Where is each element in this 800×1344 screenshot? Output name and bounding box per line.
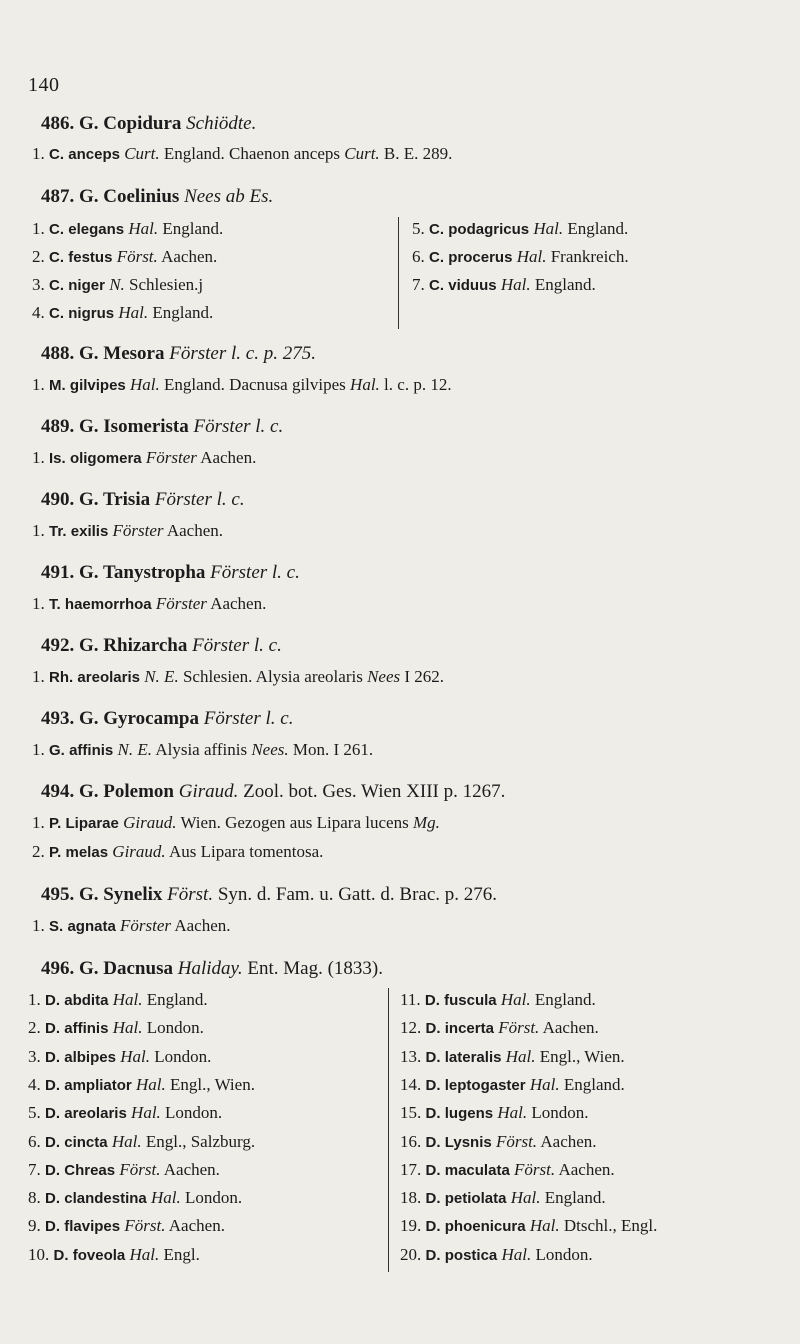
species-index: 17. bbox=[400, 1159, 422, 1179]
species-name: petiolata bbox=[444, 1190, 507, 1208]
page-number: 140 bbox=[28, 74, 60, 96]
genus-abbr: Rh. bbox=[49, 669, 74, 686]
genus-abbr: D. bbox=[425, 1020, 441, 1038]
genus-heading bbox=[41, 113, 256, 135]
genus-abbr: C. bbox=[49, 277, 64, 294]
species-locality: Engl., Wien. bbox=[539, 1046, 625, 1066]
species-locality: Aachen. bbox=[163, 1159, 220, 1179]
species-author: Hal. bbox=[500, 990, 531, 1009]
species-index: 1. bbox=[28, 990, 41, 1009]
genus-number: 493. G. bbox=[41, 708, 99, 729]
genus-abbr: C. bbox=[429, 277, 444, 294]
genus-number: 496. G. bbox=[41, 958, 99, 979]
species-index: 2. bbox=[32, 247, 45, 266]
genus-abbr: C. bbox=[49, 221, 64, 238]
species-entry bbox=[32, 219, 223, 239]
species-author: Hal. bbox=[516, 247, 547, 266]
species-index: 5. bbox=[28, 1103, 41, 1123]
genus-name: Trisia bbox=[102, 489, 151, 510]
species-author: Hal. bbox=[128, 219, 159, 238]
species-locality: Dtschl., Engl. bbox=[563, 1216, 658, 1236]
species-locality: Aachen. bbox=[168, 1216, 225, 1236]
genus-reference: Zool. bot. Ges. Wien XIII p. 1267. bbox=[243, 781, 506, 802]
species-index: 4. bbox=[28, 1074, 41, 1094]
species-name: haemorrhoa bbox=[64, 596, 152, 613]
species-index: 16. bbox=[400, 1131, 422, 1151]
genus-author: Förster bbox=[210, 562, 268, 583]
genus-abbr: D. bbox=[425, 1048, 441, 1066]
species-locality: Schlesien. Alysia areolaris bbox=[182, 667, 363, 686]
genus-number: 494. G. bbox=[41, 781, 99, 802]
species-locality: Aachen. bbox=[174, 916, 231, 935]
species-author: Giraud. bbox=[112, 842, 166, 861]
species-entry bbox=[400, 1075, 625, 1095]
species-locality: England. bbox=[162, 219, 224, 238]
species-index: 1. bbox=[32, 219, 45, 238]
species-locality: England. bbox=[567, 219, 629, 238]
species-entry bbox=[28, 1216, 225, 1236]
species-index: 1. bbox=[32, 144, 45, 163]
species-index: 10. bbox=[28, 1244, 50, 1264]
genus-name: Dacnusa bbox=[103, 958, 173, 979]
species-author: Hal. bbox=[151, 1188, 181, 1208]
species-locality: Aachen. bbox=[200, 448, 257, 467]
genus-heading bbox=[41, 884, 497, 906]
genus-author: Förster bbox=[169, 343, 227, 364]
species-locality: London. bbox=[185, 1188, 243, 1208]
genus-heading bbox=[41, 958, 383, 980]
species-entry bbox=[28, 1047, 211, 1067]
genus-author: Förster bbox=[154, 489, 212, 510]
species-index: 20. bbox=[400, 1244, 422, 1264]
species-author: Först. bbox=[514, 1159, 556, 1179]
reference: l. c. p. 12. bbox=[384, 375, 452, 394]
species-name: phoenicura bbox=[444, 1218, 526, 1236]
genus-abbr: D. bbox=[53, 1246, 69, 1264]
species-name: Chreas bbox=[64, 1161, 116, 1179]
genus-abbr: D. bbox=[425, 1218, 441, 1236]
species-name: exilis bbox=[70, 523, 109, 540]
species-locality: London. bbox=[531, 1103, 589, 1123]
genus-abbr: D. bbox=[45, 1133, 60, 1151]
genus-abbr: D. bbox=[45, 1161, 60, 1179]
species-entry bbox=[400, 1216, 657, 1236]
genus-number: 495. G. bbox=[41, 884, 99, 905]
species-name: areolaris bbox=[77, 669, 140, 686]
species-name: areolaris bbox=[64, 1105, 127, 1123]
genus-heading bbox=[41, 489, 245, 511]
genus-reference: Ent. Mag. (1833). bbox=[247, 958, 384, 979]
synonym-author: Curt. bbox=[344, 144, 380, 163]
species-entry bbox=[32, 521, 223, 541]
genus-abbr: D. bbox=[425, 1133, 441, 1151]
species-locality: London. bbox=[165, 1103, 223, 1123]
species-name: clandestina bbox=[64, 1190, 147, 1208]
species-name: abdita bbox=[64, 992, 109, 1009]
species-author: Hal. bbox=[120, 1046, 150, 1066]
species-entry bbox=[32, 594, 266, 614]
genus-reference: l. c. bbox=[271, 562, 300, 583]
species-author: Hal. bbox=[497, 1103, 528, 1123]
species-entry bbox=[28, 990, 208, 1010]
species-index: 2. bbox=[28, 1018, 41, 1038]
species-author: Först. bbox=[495, 1131, 538, 1151]
species-name: Lysnis bbox=[444, 1133, 492, 1151]
species-entry bbox=[32, 303, 213, 323]
species-name: niger bbox=[68, 277, 105, 294]
genus-abbr: T. bbox=[49, 596, 61, 613]
genus-abbr: C. bbox=[429, 249, 444, 266]
species-index: 13. bbox=[400, 1046, 422, 1066]
species-locality: London. bbox=[154, 1046, 212, 1066]
species-entry bbox=[400, 1160, 615, 1180]
genus-abbr: G. bbox=[49, 742, 65, 759]
species-author: N. E. bbox=[117, 740, 153, 759]
species-locality: England. bbox=[544, 1188, 606, 1208]
species-entry bbox=[400, 990, 596, 1010]
species-author: Först. bbox=[119, 1159, 161, 1179]
species-name: leptogaster bbox=[444, 1076, 526, 1094]
genus-heading bbox=[41, 343, 316, 365]
species-name: anceps bbox=[68, 146, 120, 163]
species-index: 5. bbox=[412, 219, 425, 238]
species-locality: Aachen. bbox=[210, 594, 267, 613]
genus-author: Förster bbox=[193, 416, 251, 437]
species-name: affinis bbox=[64, 1020, 109, 1038]
column-divider bbox=[388, 988, 389, 1272]
genus-name: Mesora bbox=[103, 343, 165, 364]
genus-author: Haliday. bbox=[177, 958, 243, 979]
species-locality: England. bbox=[152, 303, 214, 322]
species-entry bbox=[32, 375, 452, 395]
genus-heading bbox=[41, 416, 283, 438]
species-entry bbox=[28, 1075, 255, 1095]
species-author: Hal. bbox=[533, 219, 564, 238]
species-locality: Schlesien.j bbox=[129, 275, 204, 294]
genus-abbr: C. bbox=[49, 305, 64, 322]
species-entry bbox=[400, 1132, 597, 1152]
genus-abbr: C. bbox=[49, 249, 64, 266]
species-index: 1. bbox=[32, 667, 45, 686]
genus-number: 492. G. bbox=[41, 635, 99, 656]
species-index: 2. bbox=[32, 842, 45, 861]
species-author: Hal. bbox=[136, 1074, 166, 1094]
species-entry bbox=[28, 1188, 242, 1208]
genus-abbr: D. bbox=[425, 1246, 441, 1264]
species-entry bbox=[28, 1018, 204, 1038]
species-index: 12. bbox=[400, 1018, 422, 1038]
species-locality: Aachen. bbox=[161, 247, 218, 266]
genus-reference: l. c. bbox=[253, 635, 282, 656]
genus-abbr: D. bbox=[425, 1105, 441, 1123]
species-index: 3. bbox=[32, 275, 45, 294]
species-index: 1. bbox=[32, 813, 45, 832]
genus-abbr: D. bbox=[45, 1105, 60, 1123]
species-name: podagricus bbox=[448, 221, 530, 238]
species-entry bbox=[28, 1160, 220, 1180]
species-locality: England. Dacnusa gilvipes bbox=[164, 375, 346, 394]
genus-author: Nees ab Es. bbox=[184, 186, 274, 207]
species-locality: Wien. Gezogen aus Lipara lucens bbox=[180, 813, 409, 832]
species-index: 1. bbox=[32, 916, 45, 935]
species-name: maculata bbox=[444, 1161, 510, 1179]
species-locality: Engl., Salzburg. bbox=[145, 1131, 256, 1151]
species-entry bbox=[400, 1188, 606, 1208]
species-name: festus bbox=[68, 249, 113, 266]
species-author: Hal. bbox=[111, 1131, 142, 1151]
species-entry bbox=[400, 1245, 593, 1265]
species-index: 18. bbox=[400, 1188, 422, 1208]
species-author: Hal. bbox=[510, 1188, 541, 1208]
species-name: melas bbox=[65, 844, 109, 861]
species-entry bbox=[28, 1245, 200, 1265]
species-name: fuscula bbox=[444, 992, 497, 1009]
species-author: N. bbox=[109, 275, 125, 294]
species-author: Hal. bbox=[130, 375, 160, 394]
species-author: Förster bbox=[112, 521, 164, 540]
species-author: Hal. bbox=[129, 1244, 160, 1264]
genus-abbr: Tr. bbox=[49, 523, 67, 540]
species-locality: London. bbox=[535, 1244, 593, 1264]
species-entry bbox=[32, 275, 203, 295]
genus-abbr: P. bbox=[49, 844, 62, 861]
species-index: 8. bbox=[28, 1188, 41, 1208]
genus-author: Först. bbox=[167, 884, 214, 905]
synonym-author: Hal. bbox=[350, 375, 380, 394]
species-index: 6. bbox=[412, 247, 425, 266]
species-index: 7. bbox=[28, 1159, 41, 1179]
species-locality: Engl., Wien. bbox=[170, 1074, 255, 1094]
species-name: procerus bbox=[448, 249, 513, 266]
species-name: foveola bbox=[72, 1246, 126, 1264]
species-index: 9. bbox=[28, 1216, 41, 1236]
species-locality: Aachen. bbox=[166, 521, 224, 540]
synonym-author: Nees. bbox=[251, 740, 289, 759]
genus-abbr: C. bbox=[49, 146, 64, 163]
genus-reference: l. c. bbox=[255, 416, 284, 437]
species-index: 6. bbox=[28, 1131, 41, 1151]
species-name: affinis bbox=[69, 742, 114, 759]
species-index: 1. bbox=[32, 594, 45, 613]
genus-abbr: P. bbox=[49, 815, 62, 832]
species-index: 1. bbox=[32, 740, 45, 759]
genus-heading bbox=[41, 635, 282, 657]
species-locality: London. bbox=[146, 1018, 204, 1038]
species-index: 1. bbox=[32, 521, 45, 540]
genus-author: Förster bbox=[192, 635, 250, 656]
species-index: 3. bbox=[28, 1046, 41, 1066]
species-author: Hal. bbox=[501, 1244, 532, 1264]
species-entry bbox=[412, 219, 628, 239]
genus-abbr: M. bbox=[49, 377, 66, 394]
genus-heading bbox=[41, 562, 300, 584]
species-entry bbox=[400, 1018, 599, 1038]
genus-name: Synelix bbox=[103, 884, 163, 905]
genus-name: Copidura bbox=[103, 113, 182, 134]
species-index: 11. bbox=[400, 990, 421, 1009]
genus-number: 489. G. bbox=[41, 416, 99, 437]
genus-reference: l. c. p. 275. bbox=[230, 343, 316, 364]
species-author: Curt. bbox=[124, 144, 160, 163]
species-entry bbox=[400, 1103, 588, 1123]
species-index: 1. bbox=[32, 375, 45, 394]
genus-abbr: D. bbox=[45, 992, 60, 1009]
genus-name: Tanystropha bbox=[102, 562, 206, 583]
species-index: 1. bbox=[32, 448, 45, 467]
species-name: nigrus bbox=[68, 305, 115, 322]
species-entry bbox=[32, 740, 373, 760]
genus-author: Förster bbox=[203, 708, 261, 729]
genus-heading bbox=[41, 186, 273, 208]
species-name: gilvipes bbox=[69, 377, 126, 394]
species-name: albipes bbox=[64, 1048, 116, 1066]
genus-number: 490. G. bbox=[41, 489, 99, 510]
genus-abbr: S. bbox=[49, 918, 64, 935]
genus-abbr: D. bbox=[45, 1076, 60, 1094]
genus-number: 488. G. bbox=[41, 343, 99, 364]
genus-name: Isomerista bbox=[103, 416, 189, 437]
genus-heading bbox=[41, 708, 293, 730]
genus-abbr: C. bbox=[429, 221, 444, 238]
species-locality: Aachen. bbox=[540, 1131, 597, 1151]
species-name: Liparae bbox=[65, 815, 119, 832]
genus-abbr: Is. bbox=[49, 450, 66, 467]
species-entry bbox=[32, 448, 256, 468]
species-entry bbox=[32, 842, 323, 862]
species-name: incerta bbox=[444, 1020, 494, 1038]
species-author: Förster bbox=[120, 916, 172, 935]
species-locality: Frankreich. bbox=[550, 247, 629, 266]
species-author: Först. bbox=[124, 1216, 166, 1236]
species-name: cincta bbox=[64, 1133, 108, 1151]
column-divider bbox=[398, 217, 399, 329]
species-author: Hal. bbox=[112, 1018, 143, 1038]
synonym-author: Mg. bbox=[412, 813, 440, 832]
species-author: Hal. bbox=[500, 275, 531, 294]
genus-abbr: D. bbox=[424, 992, 440, 1009]
species-index: 14. bbox=[400, 1074, 422, 1094]
genus-name: Polemon bbox=[103, 781, 174, 802]
species-name: ampliator bbox=[64, 1076, 132, 1094]
species-author: Giraud. bbox=[123, 813, 177, 832]
species-locality: England. bbox=[146, 990, 208, 1009]
species-entry bbox=[400, 1047, 625, 1067]
species-entry bbox=[32, 667, 444, 687]
synonym-author: Nees bbox=[367, 667, 401, 686]
genus-abbr: D. bbox=[45, 1020, 60, 1038]
species-entry bbox=[412, 247, 629, 267]
species-author: Förster bbox=[145, 448, 197, 467]
genus-author: Schiödte. bbox=[186, 113, 257, 134]
species-author: Hal. bbox=[112, 990, 143, 1009]
species-entry bbox=[28, 1132, 255, 1152]
genus-name: Rhizarcha bbox=[103, 635, 188, 656]
species-name: lateralis bbox=[444, 1048, 502, 1066]
species-author: N. E. bbox=[144, 667, 179, 686]
genus-author: Giraud. bbox=[178, 781, 239, 802]
genus-reference: Syn. d. Fam. u. Gatt. d. Brac. p. 276. bbox=[217, 884, 498, 905]
genus-number: 486. G. bbox=[41, 113, 99, 134]
species-author: Förster bbox=[155, 594, 207, 613]
species-author: Hal. bbox=[529, 1074, 560, 1094]
species-name: postica bbox=[444, 1246, 498, 1264]
species-entry bbox=[32, 813, 440, 833]
species-locality: Aus Lipara tomentosa. bbox=[168, 842, 324, 861]
species-name: flavipes bbox=[64, 1218, 121, 1236]
genus-abbr: D. bbox=[45, 1218, 60, 1236]
species-author: Hal. bbox=[131, 1103, 161, 1123]
reference: B. E. 289. bbox=[383, 144, 453, 163]
species-entry bbox=[28, 1103, 222, 1123]
species-author: Först. bbox=[498, 1018, 540, 1038]
genus-abbr: D. bbox=[425, 1076, 441, 1094]
genus-name: Gyrocampa bbox=[103, 708, 199, 729]
genus-name: Coelinius bbox=[103, 186, 180, 207]
species-entry bbox=[32, 916, 231, 936]
species-entry bbox=[32, 247, 217, 267]
genus-abbr: D. bbox=[45, 1048, 60, 1066]
species-author: Först. bbox=[116, 247, 158, 266]
species-locality: England. bbox=[563, 1074, 625, 1094]
species-entry bbox=[32, 144, 452, 164]
reference: I 262. bbox=[404, 667, 445, 686]
species-index: 4. bbox=[32, 303, 45, 322]
genus-abbr: D. bbox=[45, 1190, 60, 1208]
species-index: 19. bbox=[400, 1216, 422, 1236]
genus-heading bbox=[41, 781, 505, 803]
species-locality: Aachen. bbox=[542, 1018, 599, 1038]
species-entry bbox=[412, 275, 596, 295]
species-locality: Alysia affinis bbox=[155, 740, 248, 759]
species-locality: England. bbox=[534, 275, 596, 294]
species-name: viduus bbox=[448, 277, 497, 294]
species-author: Hal. bbox=[118, 303, 149, 322]
reference: Mon. I 261. bbox=[292, 740, 374, 759]
species-name: oligomera bbox=[69, 450, 142, 467]
species-locality: England. bbox=[534, 990, 596, 1009]
species-index: 7. bbox=[412, 275, 425, 294]
species-index: 15. bbox=[400, 1103, 422, 1123]
species-name: agnata bbox=[67, 918, 116, 935]
species-locality: Aachen. bbox=[558, 1159, 615, 1179]
species-locality: Engl. bbox=[163, 1244, 200, 1264]
genus-reference: l. c. bbox=[265, 708, 294, 729]
genus-abbr: D. bbox=[425, 1161, 441, 1179]
species-author: Hal. bbox=[529, 1216, 560, 1236]
genus-reference: l. c. bbox=[216, 489, 245, 510]
genus-number: 491. G. bbox=[41, 562, 99, 583]
species-author: Hal. bbox=[505, 1046, 536, 1066]
genus-abbr: D. bbox=[425, 1190, 441, 1208]
species-name: lugens bbox=[444, 1105, 494, 1123]
species-locality: England. Chaenon anceps bbox=[163, 144, 340, 163]
species-name: elegans bbox=[68, 221, 125, 238]
genus-number: 487. G. bbox=[41, 186, 99, 207]
